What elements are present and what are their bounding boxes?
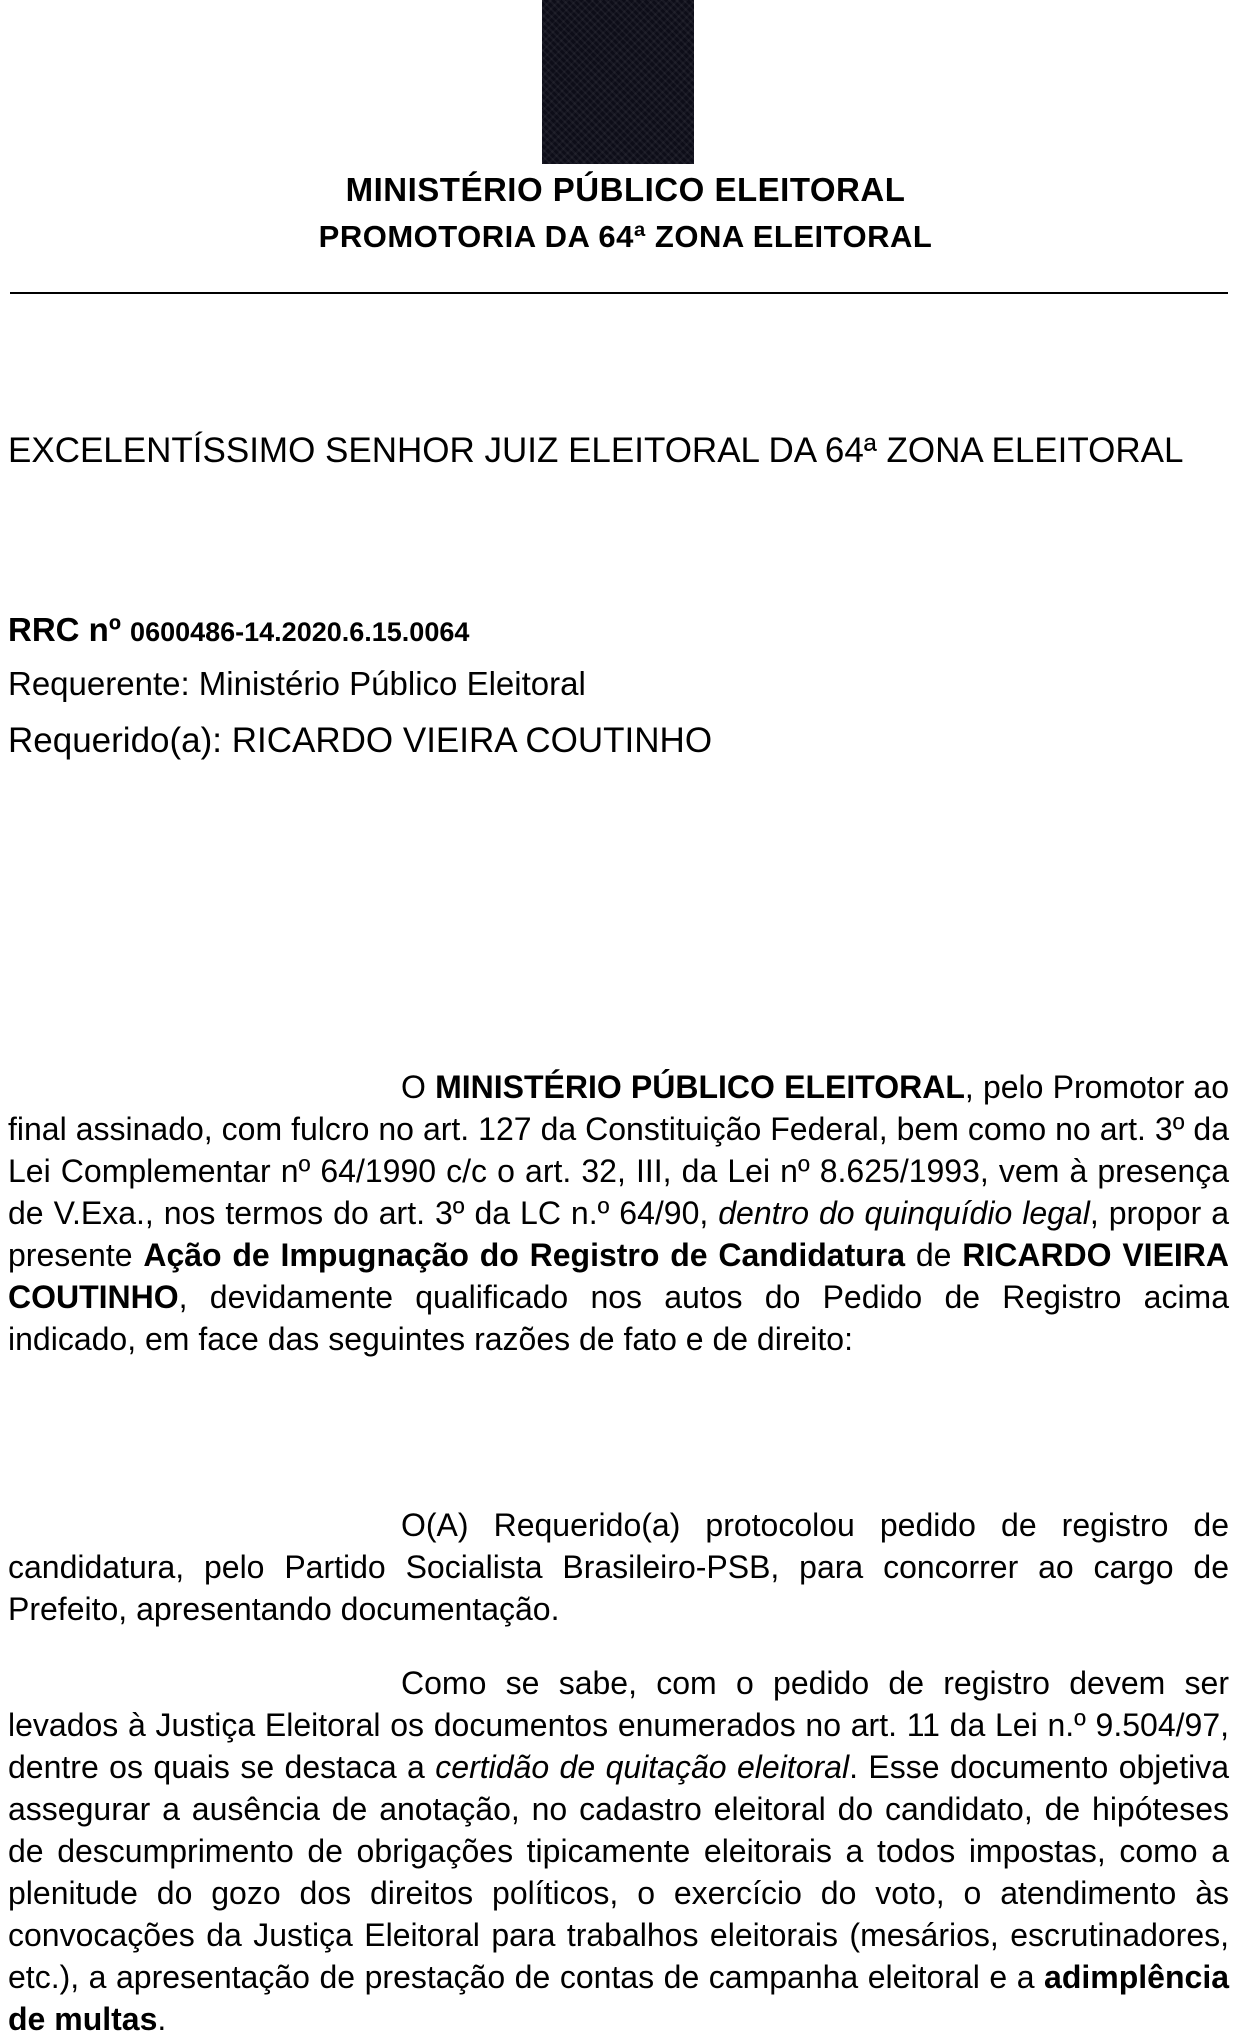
- header-dept: PROMOTORIA DA 64ª ZONA ELEITORAL: [318, 219, 933, 254]
- rrc-number: 0600486-14.2020.6.15.0064: [130, 617, 470, 647]
- paragraph-law: Como se sabe, com o pedido de registro devem ser levados à Justiça Eleitoral os documentos enumerados no art. 11 da Lei n.º 9.504/97, dentre os quais se destaca a certidão de quitação eleitoral. Esse documento objetiva assegurar a ausência de anotação, no cadastro eleitoral do candidato, de hipóteses de descumprimento de obrigações tipicamente eleitorais a todos impostas, como a plenitude do gozo dos direitos políticos, o exercício do voto, o atendimento às convocações da Justiça Eleitoral para trabalhos eleitorais (mesários, escrutinadores, etc.), a apresentação de prestação de contas de campanha eleitoral e a adimplência de multas.: [8, 1665, 1230, 2037]
- case-rrc: [8, 611, 469, 649]
- case-requerente: Requerente: Ministério Público Eleitoral: [8, 665, 586, 702]
- header-divider: [10, 292, 1228, 294]
- paragraph-facts: O(A) Requerido(a) protocolou pedido de registro de candidatura, pelo Partido Socialista Brasileiro-PSB, para concorrer ao cargo de Prefeito, apresentando documentação.: [8, 1507, 1229, 1627]
- rrc-label: RRC nº: [8, 611, 121, 648]
- paragraph-intro: O MINISTÉRIO PÚBLICO ELEITORAL, pelo Promotor ao final assinado, com fulcro no art. 127 da Constituição Federal, bem como no art. 3º da Lei Complementar nº 64/1990 c/c o art. 32, III, da Lei nº 8.625/1993, vem à presença de V.Exa., nos termos do art. 3º da LC n.º 64/90, dentro do quinquídio legal, propor a presente Ação de Impugnação do Registro de Candidatura de RICARDO VIEIRA COUTINHO, devidamente qualificado nos autos do Pedido de Registro acima indicado, em face das seguintes razões de fato e de direito:: [8, 1069, 1230, 1357]
- coat-of-arms-emblem: [542, 0, 694, 164]
- addressee: EXCELENTÍSSIMO SENHOR JUIZ ELEITORAL DA 64ª ZONA ELEITORAL: [8, 431, 1184, 470]
- header-org: MINISTÉRIO PÚBLICO ELEITORAL: [345, 171, 906, 208]
- case-requerido: Requerido(a): RICARDO VIEIRA COUTINHO: [8, 721, 713, 760]
